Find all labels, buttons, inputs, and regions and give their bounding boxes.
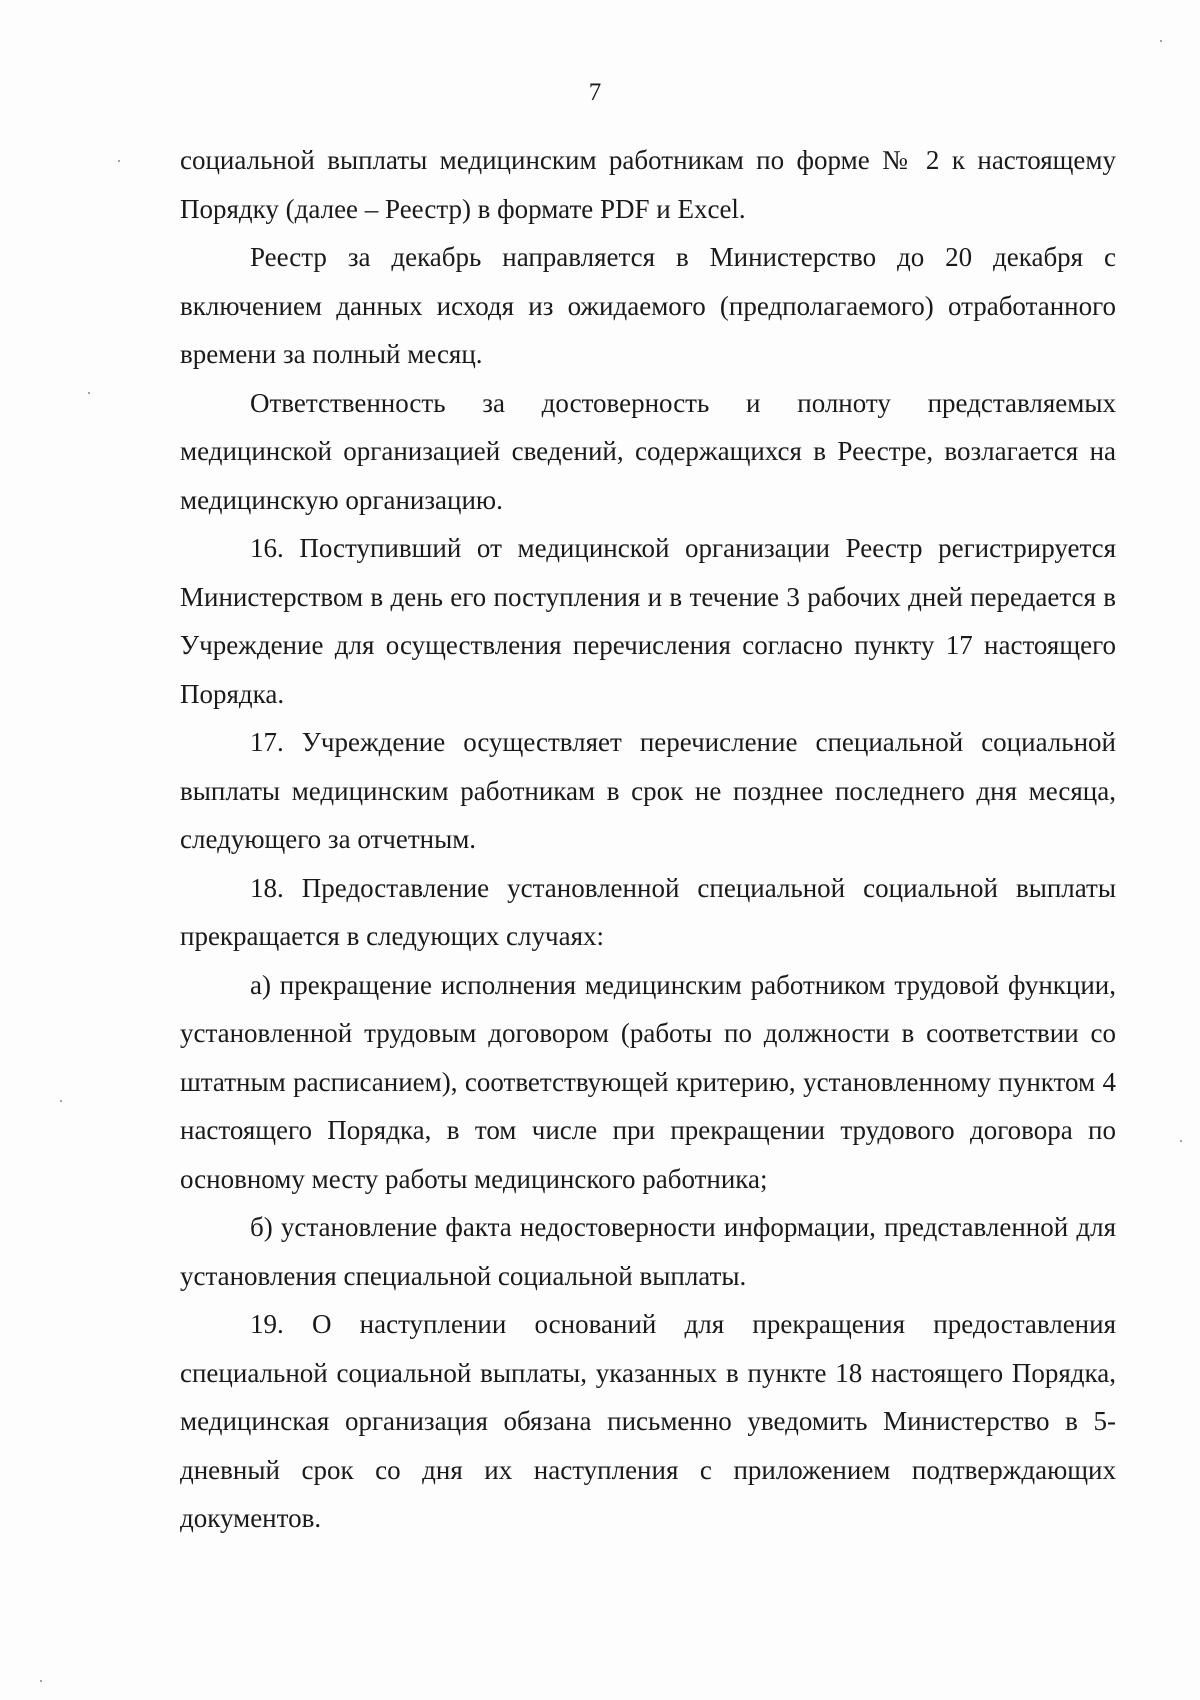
scan-speck [118,160,120,162]
paragraph-1: социальной выплаты медицинским работникам по форме № 2 к настоящему Порядку (далее – Реестр) в формате PDF и Excel. [180,145,1116,224]
paragraph-3: Ответственность за достоверность и полноту представляемых медицинской организацией сведений, содержащихся в Реестре, возлагается на медицинскую организацию. [180,387,1116,515]
paragraph-clause-16: 16. Поступивший от медицинской организации Реестр регистрируется Министерством в день его поступления и в течение 3 рабочих дней передается в Учреждение для осуществления перечисления согласно пункту 17 настоящего Порядка. [180,533,1116,709]
paragraph-clause-18-b: б) установление факта недостоверности информации, представленной для установления специальной социальной выплаты. [180,1212,1116,1291]
scan-speck [1180,1140,1182,1142]
scan-speck [60,1100,62,1102]
page-number: 7 [588,79,602,106]
document-body [180,136,1116,1543]
paragraph-clause-18-a: а) прекращение исполнения медицинским работником трудовой функции, установленной трудовым договором (работы по должности в соответствии со штатным расписанием), соответствующей критерию, установленному пунктом 4 настоящего Порядка, в том числе при прекращении трудового договора по основному месту работы медицинского работника; [180,969,1116,1194]
scan-speck [88,392,90,394]
paragraph-clause-19: 19. О наступлении оснований для прекращения предоставления специальной социальной выплаты, указанных в пункте 18 настоящего Порядка, медицинская организация обязана письменно уведомить Министерство в 5-дневный срок со дня их наступления с приложением подтверждающих документов. [180,1309,1116,1533]
scan-speck [1160,40,1162,42]
paragraph-2: Реестр за декабрь направляется в Министерство до 20 декабря с включением данных исходя из ожидаемого (предполагаемого) отработанного времени за полный месяц. [180,242,1116,369]
paragraph-clause-18: 18. Предоставление установленной специальной социальной выплаты прекращается в следующих случаях: [180,872,1116,951]
paragraph-clause-17: 17. Учреждение осуществляет перечисление специальной социальной выплаты медицинским работникам в срок не позднее последнего дня месяца, следующего за отчетным. [180,727,1116,854]
scan-speck [40,1680,42,1682]
